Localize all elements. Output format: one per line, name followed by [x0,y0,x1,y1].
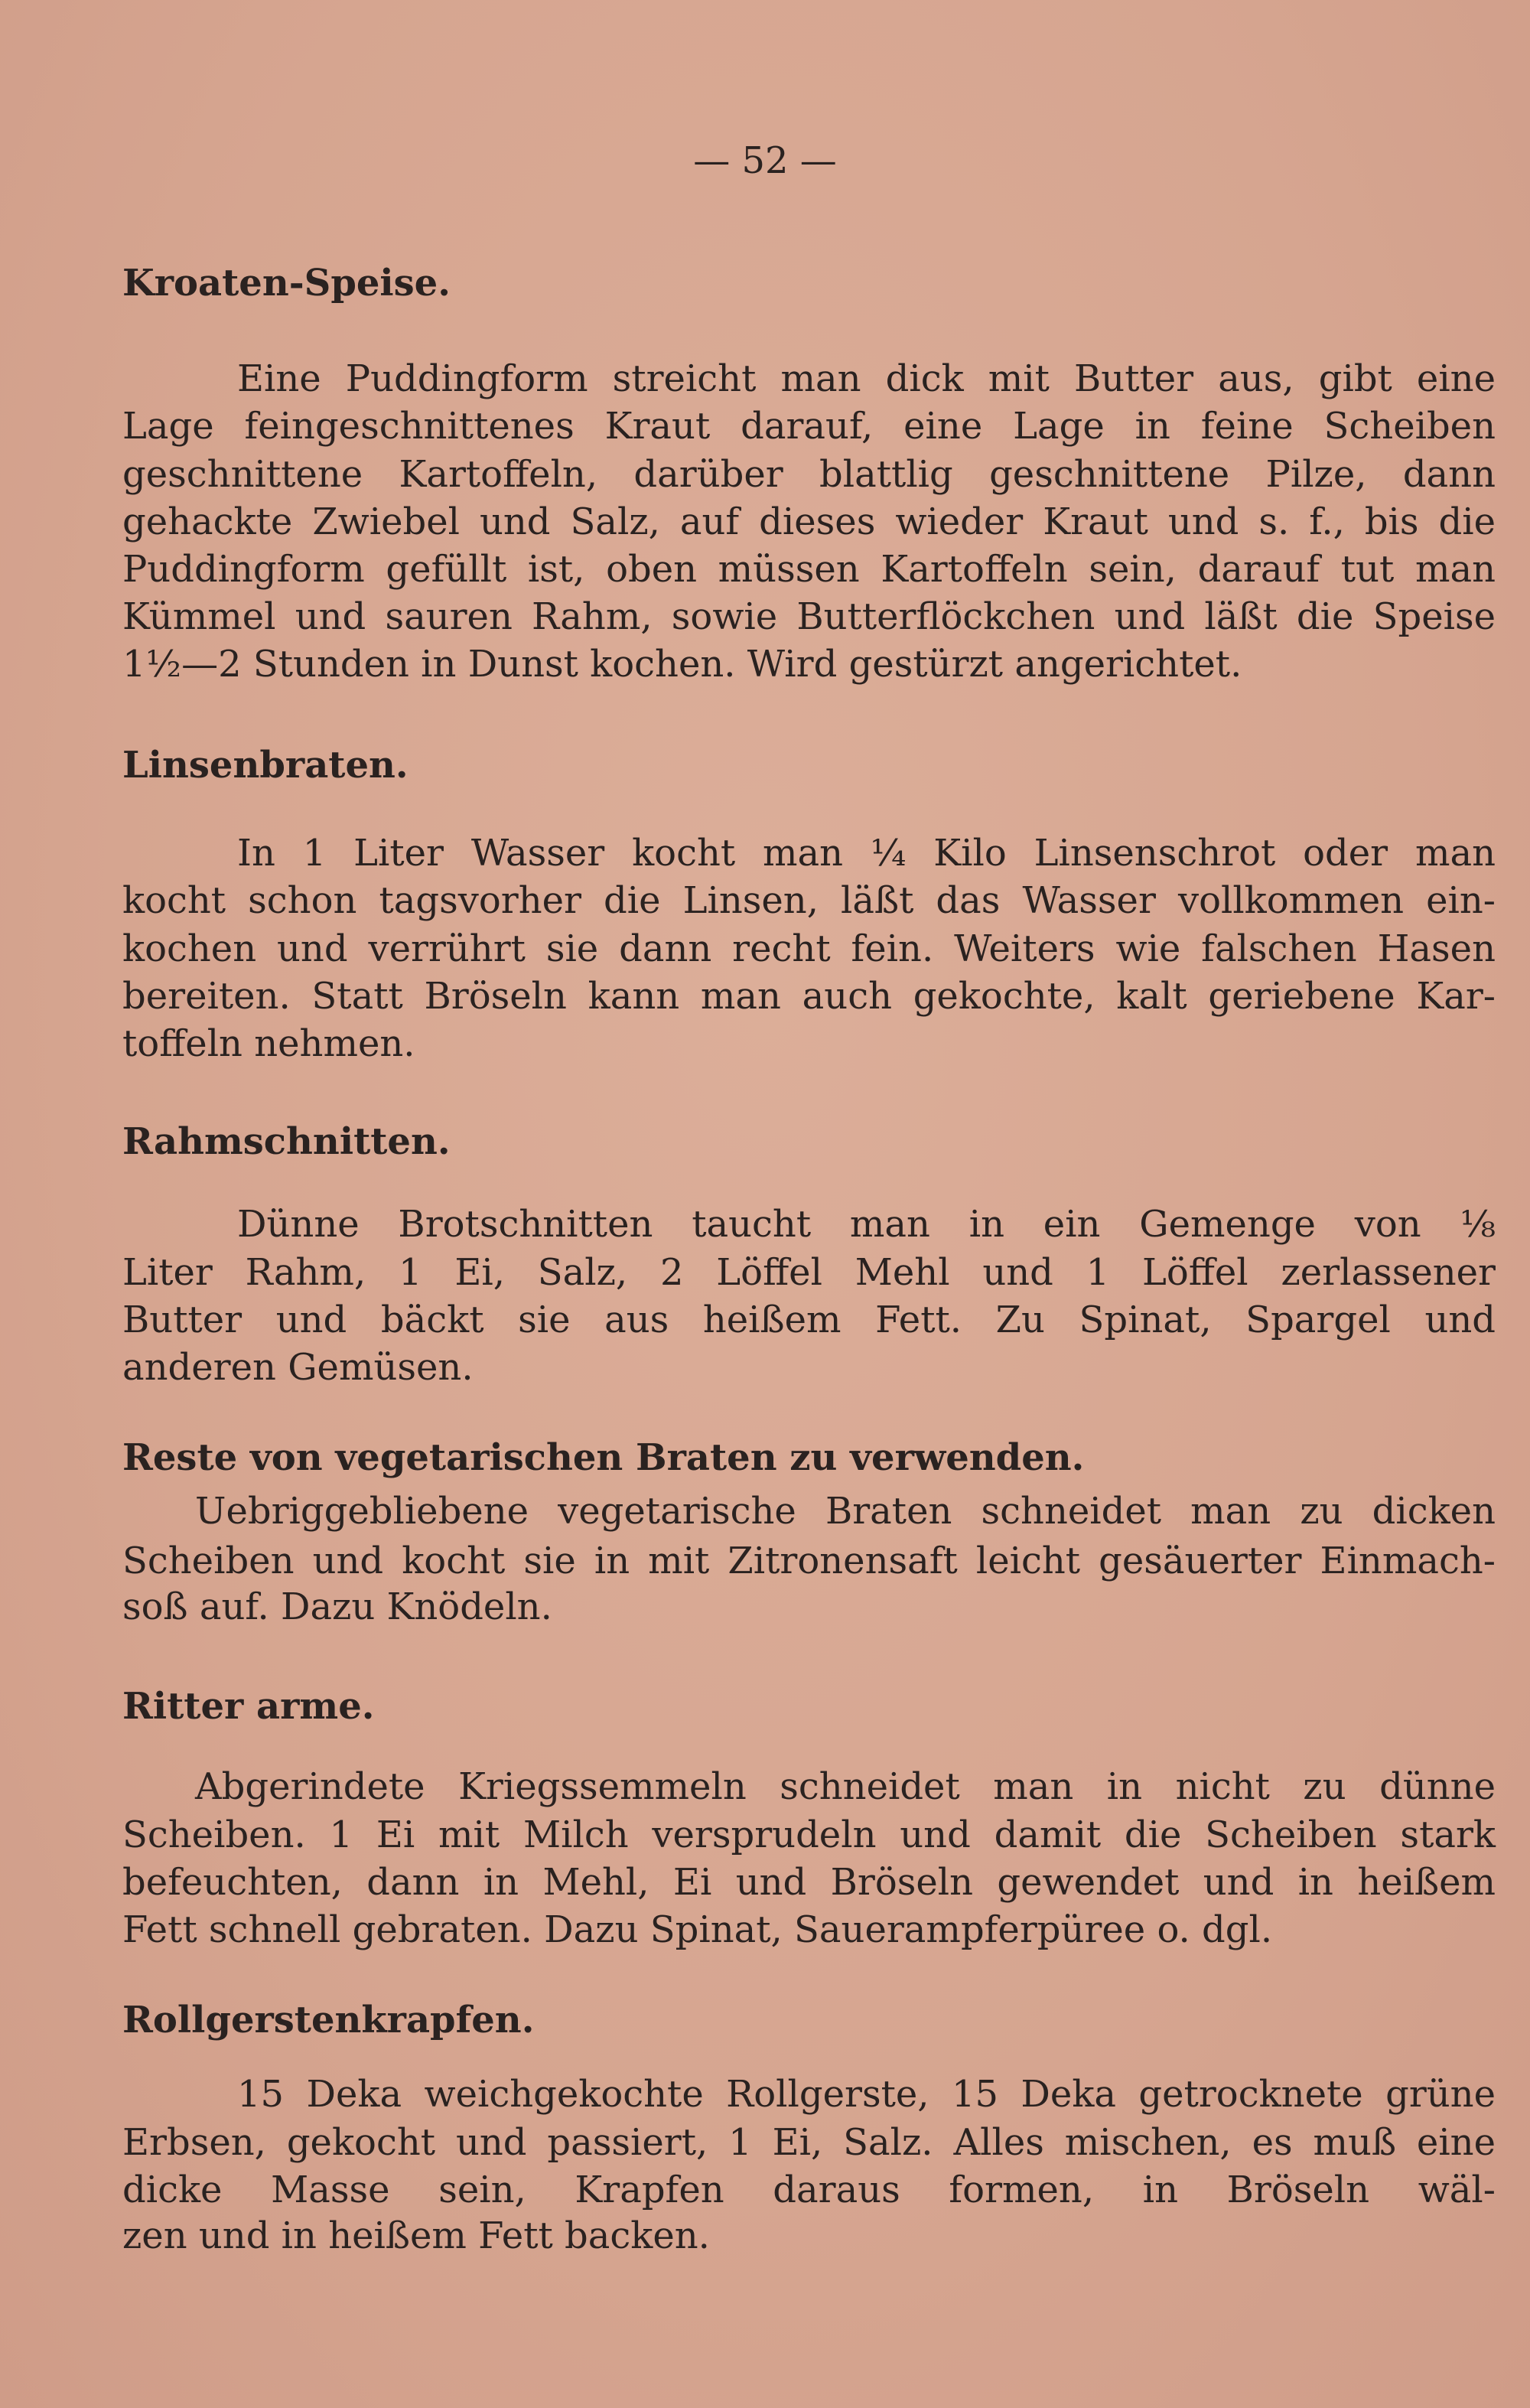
text-line: Uebriggebliebene vegetarische Braten schneidet man zu dicken [195,1490,1496,1533]
text-line: bereiten. Statt Bröseln kann man auch gekochte, kalt geriebene Kar- [122,975,1496,1018]
text-line: Lage feingeschnittenes Kraut darauf, eine Lage in feine Scheiben [122,405,1496,448]
text-line: Abgerindete Kriegssemmeln schneidet man in nicht zu dünne [195,1765,1496,1808]
section-heading: Kroaten-Speise. [122,262,451,305]
section-heading: Reste von vegetarischen Braten zu verwenden. [122,1436,1085,1479]
text-line: Kümmel und sauren Rahm, sowie Butterflöckchen und läßt die Speise [122,595,1496,638]
text-line: Liter Rahm, 1 Ei, Salz, 2 Löffel Mehl und 1 Löffel zerlassener [122,1251,1496,1294]
text-line: Fett schnell gebraten. Dazu Spinat, Sauerampferpüree o. dgl. [122,1908,1273,1951]
text-line: Butter und bäckt sie aus heißem Fett. Zu Spinat, Spargel und [122,1298,1496,1341]
text-line: Eine Puddingform streicht man dick mit Butter aus, gibt eine [237,357,1496,400]
section-heading: Linsenbraten. [122,744,409,787]
text-line: zen und in heißem Fett backen. [122,2214,710,2257]
page-number: — 52 — [693,139,837,182]
section-heading: Rahmschnitten. [122,1120,451,1163]
text-line: toffeln nehmen. [122,1022,415,1065]
text-line: Scheiben. 1 Ei mit Milch versprudeln und damit die Scheiben stark [122,1813,1496,1856]
text-line: anderen Gemüsen. [122,1346,474,1389]
section-heading: Rollgerstenkrapfen. [122,1999,535,2041]
text-line: soß auf. Dazu Knödeln. [122,1585,552,1628]
text-line: kochen und verrührt sie dann recht fein. Weiters wie falschen Hasen [122,927,1496,970]
text-line: gehackte Zwiebel und Salz, auf dieses wieder Kraut und s. f., bis die [122,500,1496,543]
text-line: 15 Deka weichgekochte Rollgerste, 15 Deka getrocknete grüne [237,2073,1496,2116]
text-line: In 1 Liter Wasser kocht man ¼ Kilo Linsenschrot oder man [237,832,1496,875]
text-line: befeuchten, dann in Mehl, Ei und Bröseln gewendet und in heißem [122,1861,1496,1904]
text-line: dicke Masse sein, Krapfen daraus formen, in Bröseln wäl- [122,2169,1496,2211]
section-heading: Ritter arme. [122,1685,375,1728]
text-line: Dünne Brotschnitten taucht man in ein Gemenge von ⅛ [237,1203,1496,1246]
text-line: geschnittene Kartoffeln, darüber blattlig geschnittene Pilze, dann [122,453,1496,496]
text-line: Erbsen, gekocht und passiert, 1 Ei, Salz. Alles mischen, es muß eine [122,2121,1496,2164]
text-line: 1½—2 Stunden in Dunst kochen. Wird gestürzt angerichtet. [122,643,1242,686]
text-line: kocht schon tagsvorher die Linsen, läßt das Wasser vollkommen ein- [122,879,1496,922]
text-line: Puddingform gefüllt ist, oben müssen Kartoffeln sein, darauf tut man [122,548,1496,591]
text-line: Scheiben und kocht sie in mit Zitronensaft leicht gesäuerter Einmach- [122,1540,1496,1582]
